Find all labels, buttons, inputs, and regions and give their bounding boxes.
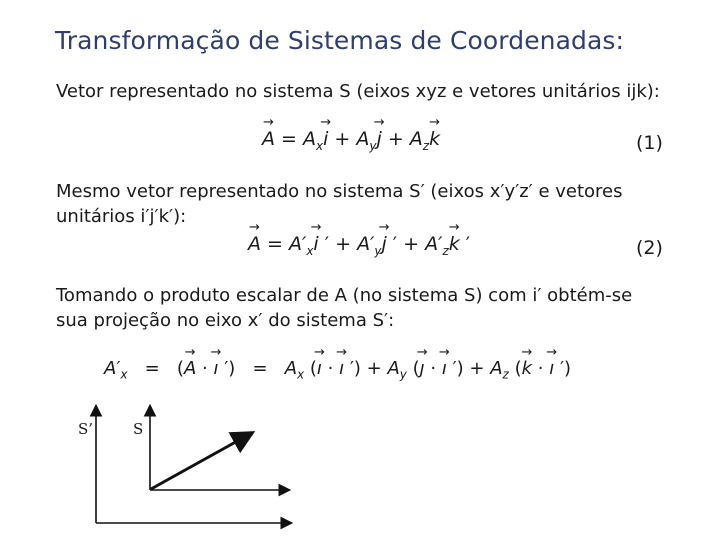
label-s-prime: S’ (78, 420, 94, 438)
slide-title: Transformação de Sistemas de Coordenadas: (55, 26, 625, 55)
intro-line: Vetor representado no sistema S (eixos xyz e vetores unitários ijk): (56, 81, 660, 102)
dot-product-line-2: sua projeção no eixo x′ do sistema S′: (56, 310, 395, 331)
dot-product-line-1: Tomando o produto escalar de A (no sistema S) com i′ obtém-se (56, 285, 633, 306)
equation-2: → $A = A'_x\to i$ ′ + $A'_y\to j$ ′ + $A'_z\to k$ ′ (248, 233, 470, 258)
equation-1: → $A = A_x\to i + A_y\to j + A_z\to k$ (262, 128, 440, 153)
vector-a-arrow (151, 434, 250, 489)
equation-1-number: (1) (636, 132, 663, 154)
label-s: S (133, 420, 144, 438)
equation-2-number: (2) (636, 237, 663, 259)
mid-line-2: unitários i′j′k′): (56, 206, 187, 227)
mid-line-1: Mesmo vetor representado no sistema S′ (eixos x′y′z′ e vetores (56, 181, 623, 202)
projection-equation: $A'_x$ = (→ A · → ı ′) = $A_x$ (→ ı · → ı ′) + $A_y$ (→ ȷ · → ı ′) + $A_z$ (→ k · → ı ′) (104, 358, 571, 382)
